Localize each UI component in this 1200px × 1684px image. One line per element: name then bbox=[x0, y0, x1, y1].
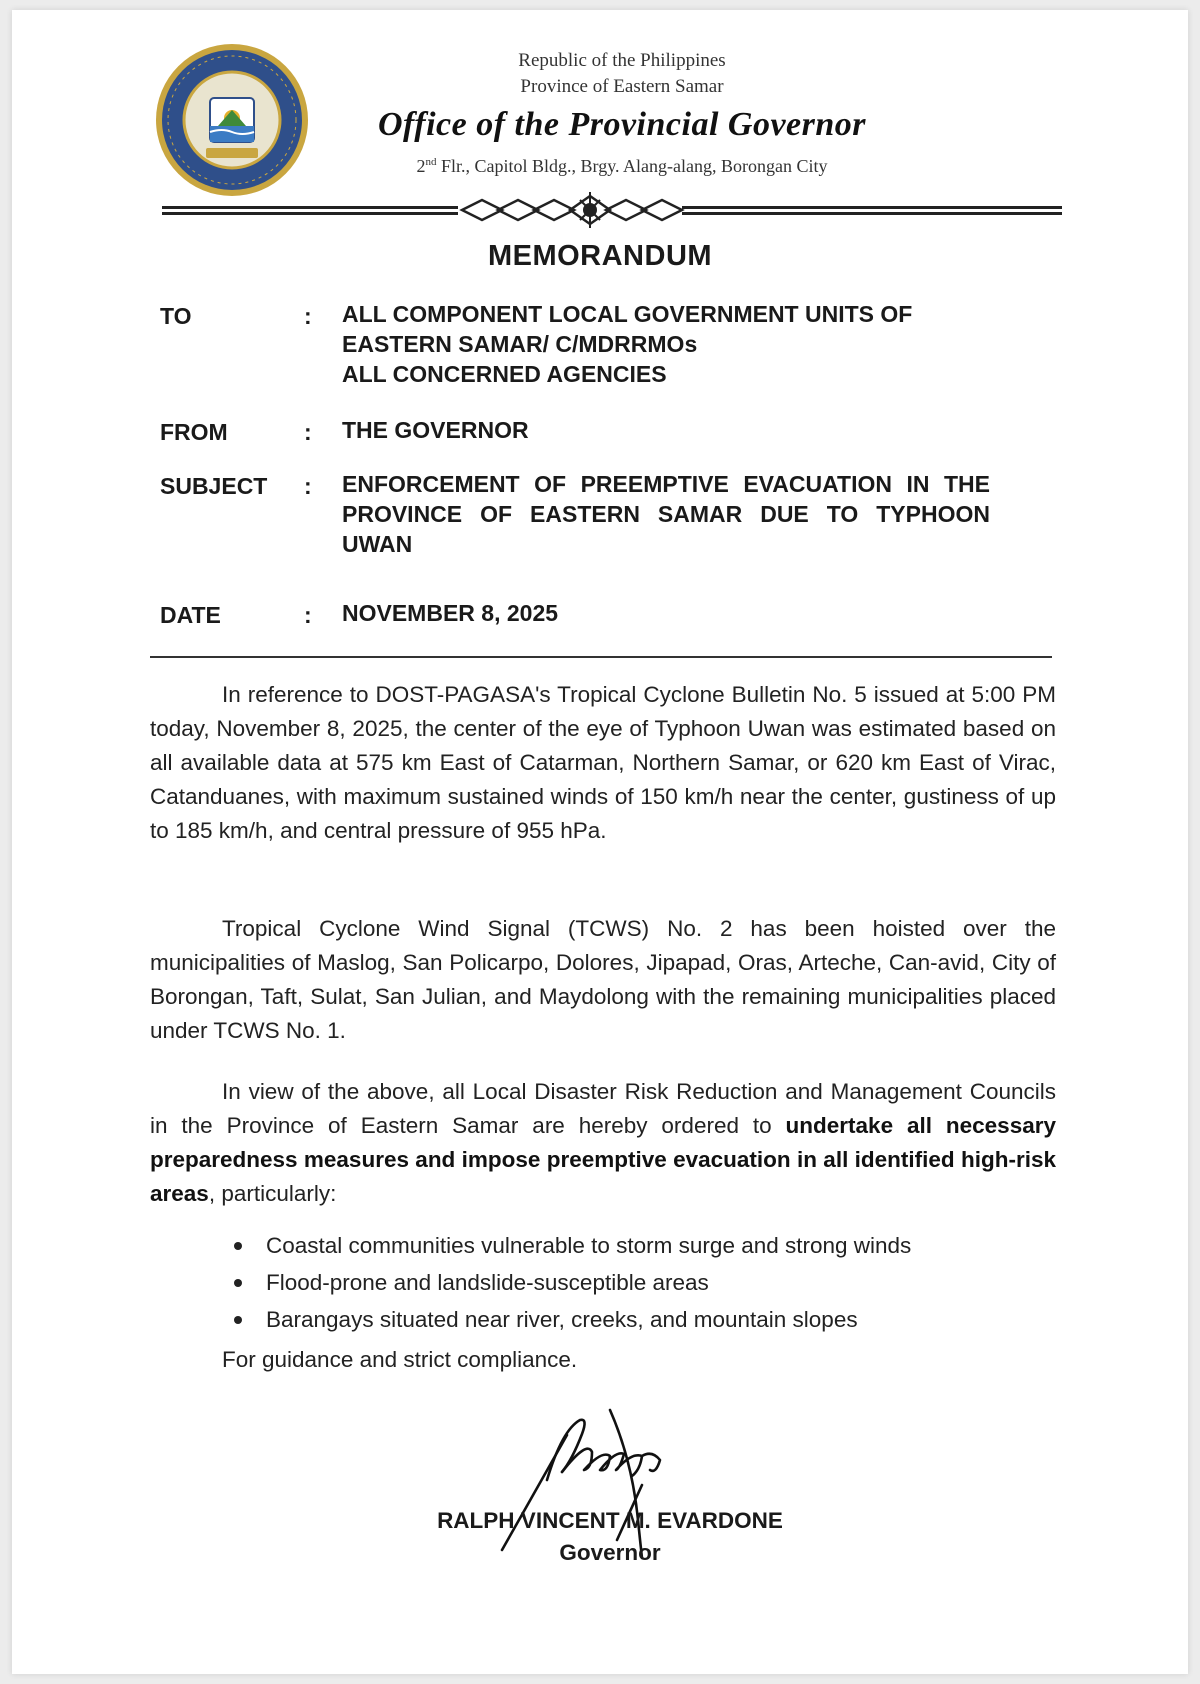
to-label: TO bbox=[160, 303, 192, 329]
date-value: NOVEMBER 8, 2025 bbox=[342, 600, 559, 626]
high-risk-areas-list bbox=[222, 1227, 1062, 1338]
from-colon: : bbox=[304, 419, 312, 445]
header-rule bbox=[150, 656, 1052, 658]
to-colon: : bbox=[304, 303, 312, 329]
body-paragraph-3: In view of the above, all Local Disaster Risk Reduction and Management Councils in the Province of Eastern Samar are hereby ordered to undertake all necessary preparedness measures and impose preemptive evacuation in all identified high-risk areas, particularly: bbox=[150, 1079, 1056, 1206]
to-line: ALL COMPONENT LOCAL GOVERNMENT UNITS OF bbox=[342, 301, 913, 327]
header-office-title: Office of the Provincial Governor bbox=[377, 106, 867, 143]
to-value bbox=[342, 299, 990, 389]
header-republic: Republic of the Philippines bbox=[518, 50, 726, 71]
closing-line: For guidance and strict compliance. bbox=[222, 1347, 578, 1372]
bullet-icon bbox=[234, 1242, 242, 1250]
ornamental-divider bbox=[162, 192, 1062, 228]
signatory-title: Governor bbox=[559, 1540, 661, 1565]
to-line: ALL CONCERNED AGENCIES bbox=[342, 361, 667, 387]
list-item: Coastal communities vulnerable to storm surge and strong winds bbox=[222, 1227, 1062, 1264]
date-colon: : bbox=[304, 602, 312, 628]
signatory-name: RALPH VINCENT M. EVARDONE bbox=[437, 1508, 783, 1533]
header-address: 2nd Flr., Capitol Bldg., Brgy. Alang-alang, Borongan City bbox=[416, 156, 828, 176]
body-paragraph-2: Tropical Cyclone Wind Signal (TCWS) No. 2 has been hoisted over the municipalities of Maslog, San Policarpo, Dolores, Jipapad, Oras, Arteche, Can-avid, City of Borongan, Taft, Sulat, San Julian, and Maydolong with the remaining municipalities placed under TCWS No. 1. bbox=[150, 916, 1056, 1043]
memo-title: MEMORANDUM bbox=[487, 240, 713, 272]
date-label: DATE bbox=[160, 602, 221, 628]
subject-label: SUBJECT bbox=[160, 473, 268, 499]
from-value: THE GOVERNOR bbox=[342, 417, 529, 443]
bullet-icon bbox=[234, 1316, 242, 1324]
list-item: Flood-prone and landslide-susceptible areas bbox=[222, 1264, 1062, 1301]
handwritten-signature bbox=[492, 1390, 712, 1560]
header-province: Province of Eastern Samar bbox=[520, 76, 724, 97]
provincial-seal-logo bbox=[152, 40, 312, 200]
to-line: EASTERN SAMAR/ C/MDRRMOs bbox=[342, 331, 698, 357]
subject-value: ENFORCEMENT OF PREEMPTIVE EVACUATION IN THE PROVINCE OF EASTERN SAMAR DUE TO TYPHOON UWAN bbox=[342, 471, 990, 557]
list-item: Barangays situated near river, creeks, and mountain slopes bbox=[222, 1301, 1062, 1338]
bullet-icon bbox=[234, 1279, 242, 1287]
subject-colon: : bbox=[304, 473, 312, 499]
from-label: FROM bbox=[160, 419, 228, 445]
body-paragraph-1: In reference to DOST-PAGASA's Tropical Cyclone Bulletin No. 5 issued at 5:00 PM today, November 8, 2025, the center of the eye of Typhoon Uwan was estimated based on all available data at 575 km East of Catarman, Northern Samar, or 620 km East of Virac, Catanduanes, with maximum sustained winds of 150 km/h near the center, gustiness of up to 185 km/h, and central pressure of 955 hPa. bbox=[150, 682, 1056, 843]
memorandum-page bbox=[12, 10, 1188, 1674]
